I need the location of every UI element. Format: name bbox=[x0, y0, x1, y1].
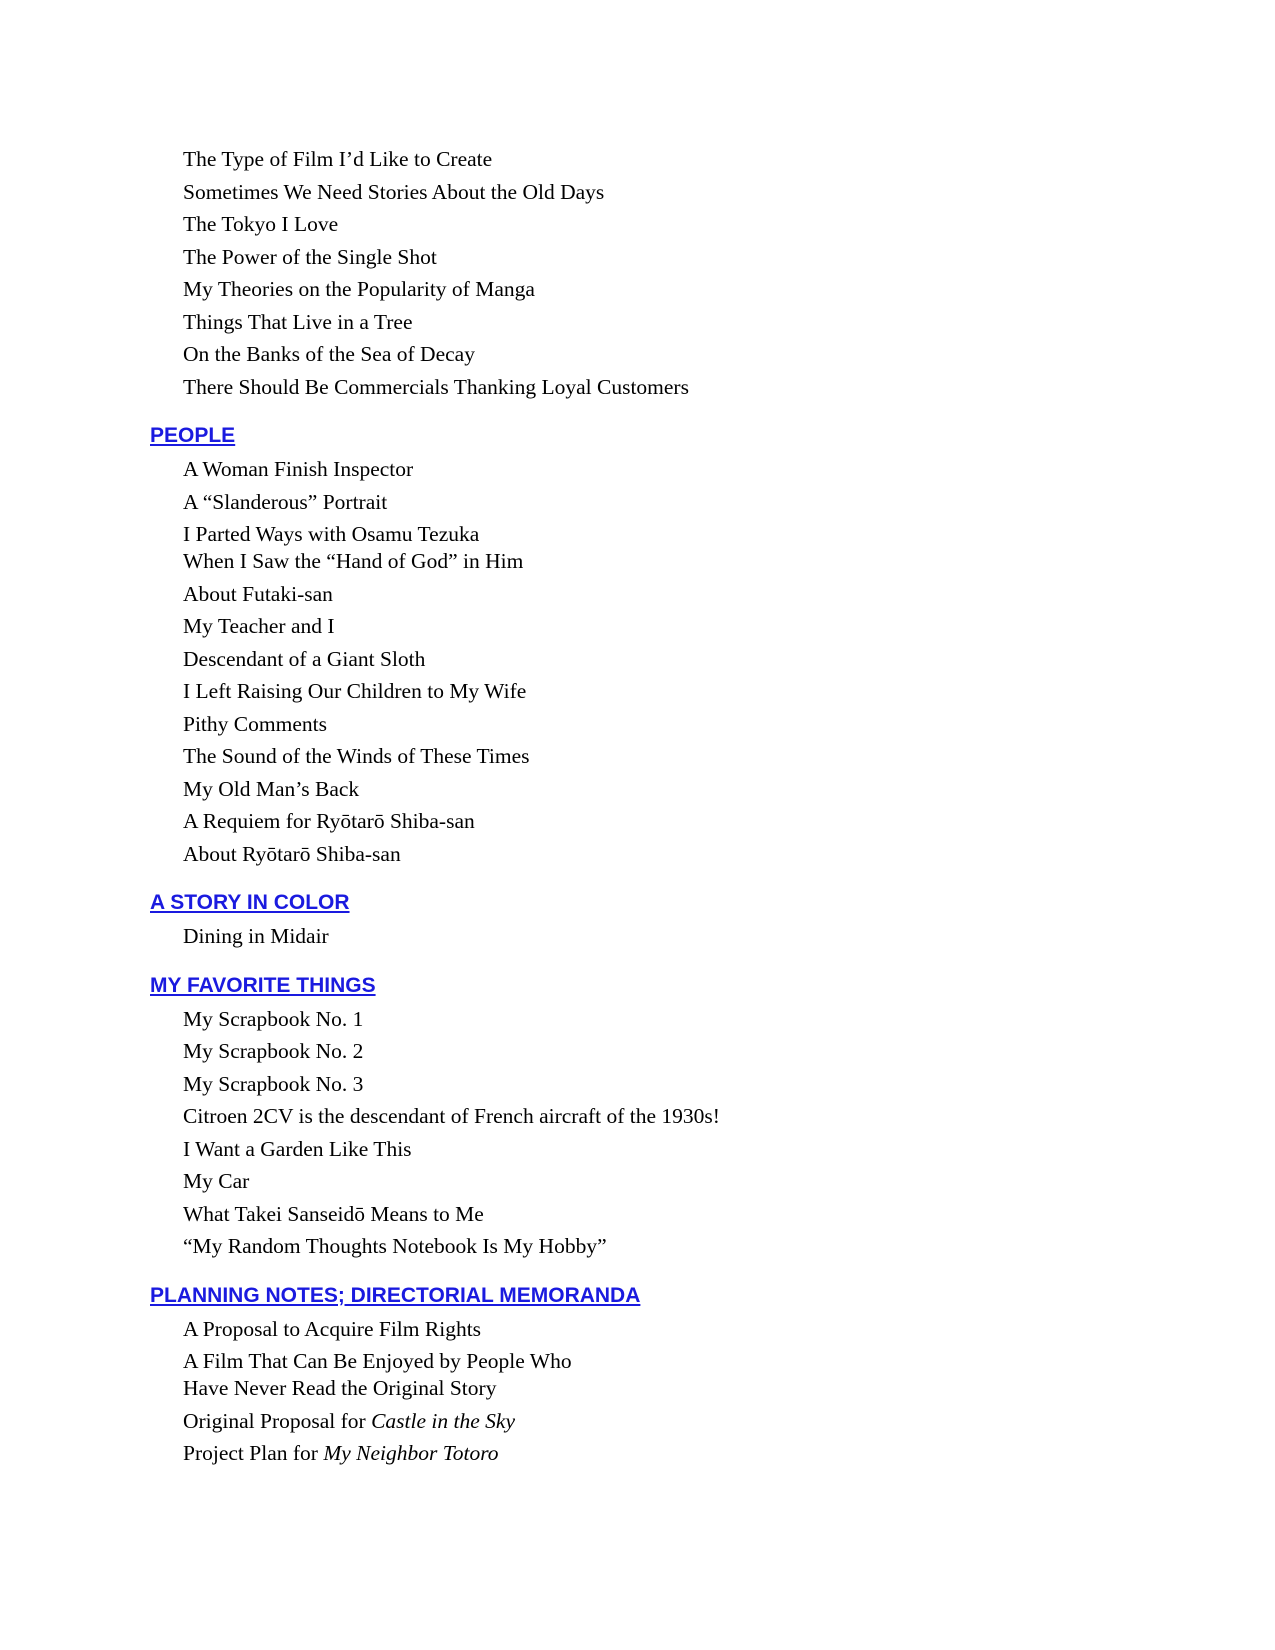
section-heading-row bbox=[0, 890, 1275, 916]
toc-entry-title: Original Proposal for bbox=[183, 1408, 372, 1433]
section-heading-link[interactable]: A STORY IN COLOR bbox=[150, 891, 350, 914]
toc-entry-title-continued: When I Saw the “Hand of God” in Him bbox=[183, 549, 524, 573]
toc-entry-work-title: My Neighbor Totoro bbox=[323, 1441, 499, 1465]
toc-entry-title: The Type of Film I’d Like to Create bbox=[183, 147, 493, 171]
toc-entry bbox=[183, 711, 1275, 744]
toc-entry-title: I Left Raising Our Children to My Wife bbox=[183, 679, 527, 703]
toc-entry-title: My Old Man’s Back bbox=[183, 776, 360, 801]
toc-entry bbox=[183, 244, 1275, 277]
toc-entry-title: About Futaki-san bbox=[183, 581, 333, 606]
toc-entry-title: I Want a Garden Like This bbox=[183, 1136, 412, 1161]
toc-entry bbox=[183, 179, 1275, 212]
toc-entry bbox=[183, 489, 1275, 522]
toc-entry bbox=[183, 1316, 1275, 1349]
toc-entry-title: The Sound of the Winds of These Times bbox=[183, 744, 530, 768]
toc-entry-title: “My Random Thoughts Notebook Is My Hobby” bbox=[183, 1234, 607, 1258]
toc-entry bbox=[183, 1348, 1275, 1408]
toc-entry-title: About Ryōtarō Shiba-san bbox=[183, 841, 401, 866]
toc-entry bbox=[183, 808, 1275, 841]
toc-entry-title: My Car bbox=[183, 1169, 250, 1193]
toc-entry bbox=[183, 1201, 1275, 1234]
toc-entry-title: A Proposal to Acquire Film Rights bbox=[183, 1316, 482, 1341]
toc-entry bbox=[183, 1233, 1275, 1266]
toc-entry bbox=[183, 309, 1275, 342]
toc-entry-title: Citroen 2CV is the descendant of French aircraft of the 1930s! bbox=[183, 1104, 720, 1128]
toc-entry bbox=[183, 211, 1275, 244]
toc-entry bbox=[183, 374, 1275, 407]
toc-entry bbox=[183, 276, 1275, 309]
toc-section bbox=[0, 890, 1275, 956]
toc-entry-title: My Theories on the Popularity of Manga bbox=[183, 277, 535, 301]
toc-entry-title: Sometimes We Need Stories About the Old Days bbox=[183, 179, 605, 204]
toc-entry bbox=[183, 1408, 1275, 1441]
section-heading-row bbox=[0, 1283, 1275, 1309]
toc-entry bbox=[183, 456, 1275, 489]
toc-entry-title: Pithy Comments bbox=[183, 711, 327, 736]
toc-section bbox=[0, 423, 1275, 873]
toc-entry bbox=[183, 521, 1275, 581]
toc-entry-title-continued: Have Never Read the Original Story bbox=[183, 1376, 497, 1400]
toc-entry bbox=[183, 341, 1275, 374]
toc-entry-title: What Takei Sanseidō Means to Me bbox=[183, 1201, 484, 1226]
toc-entry-title: The Power of the Single Shot bbox=[183, 244, 437, 269]
toc-entry bbox=[183, 1440, 1275, 1473]
toc-entry-title: There Should Be Commercials Thanking Loyal Customers bbox=[183, 374, 689, 399]
toc-entry-title: The Tokyo I Love bbox=[183, 212, 339, 236]
toc-entry bbox=[183, 1168, 1275, 1201]
toc-entry-title: My Scrapbook No. 2 bbox=[183, 1039, 364, 1063]
toc-section bbox=[0, 146, 1275, 406]
toc-entry bbox=[183, 613, 1275, 646]
toc-entry-title: Dining in Midair bbox=[183, 924, 329, 948]
toc-entry-title: My Scrapbook No. 1 bbox=[183, 1006, 364, 1031]
toc-entry-list bbox=[0, 1316, 1275, 1473]
toc-entry bbox=[183, 678, 1275, 711]
toc-entry-title: I Parted Ways with Osamu Tezuka bbox=[183, 522, 480, 546]
toc-entry-title: A Film That Can Be Enjoyed by People Who bbox=[183, 1349, 572, 1373]
toc-entry bbox=[183, 146, 1275, 179]
toc-entry bbox=[183, 1103, 1275, 1136]
toc-entry bbox=[183, 1136, 1275, 1169]
toc-entry bbox=[183, 581, 1275, 614]
toc-entry-list bbox=[0, 1006, 1275, 1266]
toc-entry bbox=[183, 841, 1275, 874]
toc-entry-title: My Teacher and I bbox=[183, 614, 335, 638]
toc-entry-work-title: Castle in the Sky bbox=[371, 1408, 515, 1433]
toc-entry-title: Project Plan for bbox=[183, 1441, 324, 1465]
section-heading-link[interactable]: PEOPLE bbox=[150, 424, 236, 447]
toc-section bbox=[0, 1283, 1275, 1473]
toc-entry bbox=[183, 923, 1275, 956]
toc-entry-title: Descendant of a Giant Sloth bbox=[183, 646, 426, 671]
section-heading-row bbox=[0, 973, 1275, 999]
toc-entry-list bbox=[0, 146, 1275, 406]
toc-entry-list bbox=[0, 923, 1275, 956]
toc-entry-title: On the Banks of the Sea of Decay bbox=[183, 342, 475, 366]
toc-entry-title: Things That Live in a Tree bbox=[183, 309, 413, 334]
toc-entry-title: A Requiem for Ryōtarō Shiba-san bbox=[183, 809, 475, 833]
section-heading-link[interactable]: MY FAVORITE THINGS bbox=[150, 973, 376, 997]
toc-entry-title: A Woman Finish Inspector bbox=[183, 457, 414, 481]
toc-entry bbox=[183, 776, 1275, 809]
section-heading-row bbox=[0, 423, 1275, 449]
toc-entry-title: A “Slanderous” Portrait bbox=[183, 489, 388, 514]
table-of-contents bbox=[0, 146, 1275, 1473]
section-heading-link[interactable]: PLANNING NOTES; DIRECTORIAL MEMORANDA bbox=[150, 1283, 641, 1307]
toc-entry bbox=[183, 1038, 1275, 1071]
toc-entry bbox=[183, 1071, 1275, 1104]
toc-entry bbox=[183, 1006, 1275, 1039]
toc-section bbox=[0, 973, 1275, 1266]
toc-entry-list bbox=[0, 456, 1275, 873]
toc-entry-title: My Scrapbook No. 3 bbox=[183, 1071, 364, 1096]
toc-entry bbox=[183, 743, 1275, 776]
toc-entry bbox=[183, 646, 1275, 679]
